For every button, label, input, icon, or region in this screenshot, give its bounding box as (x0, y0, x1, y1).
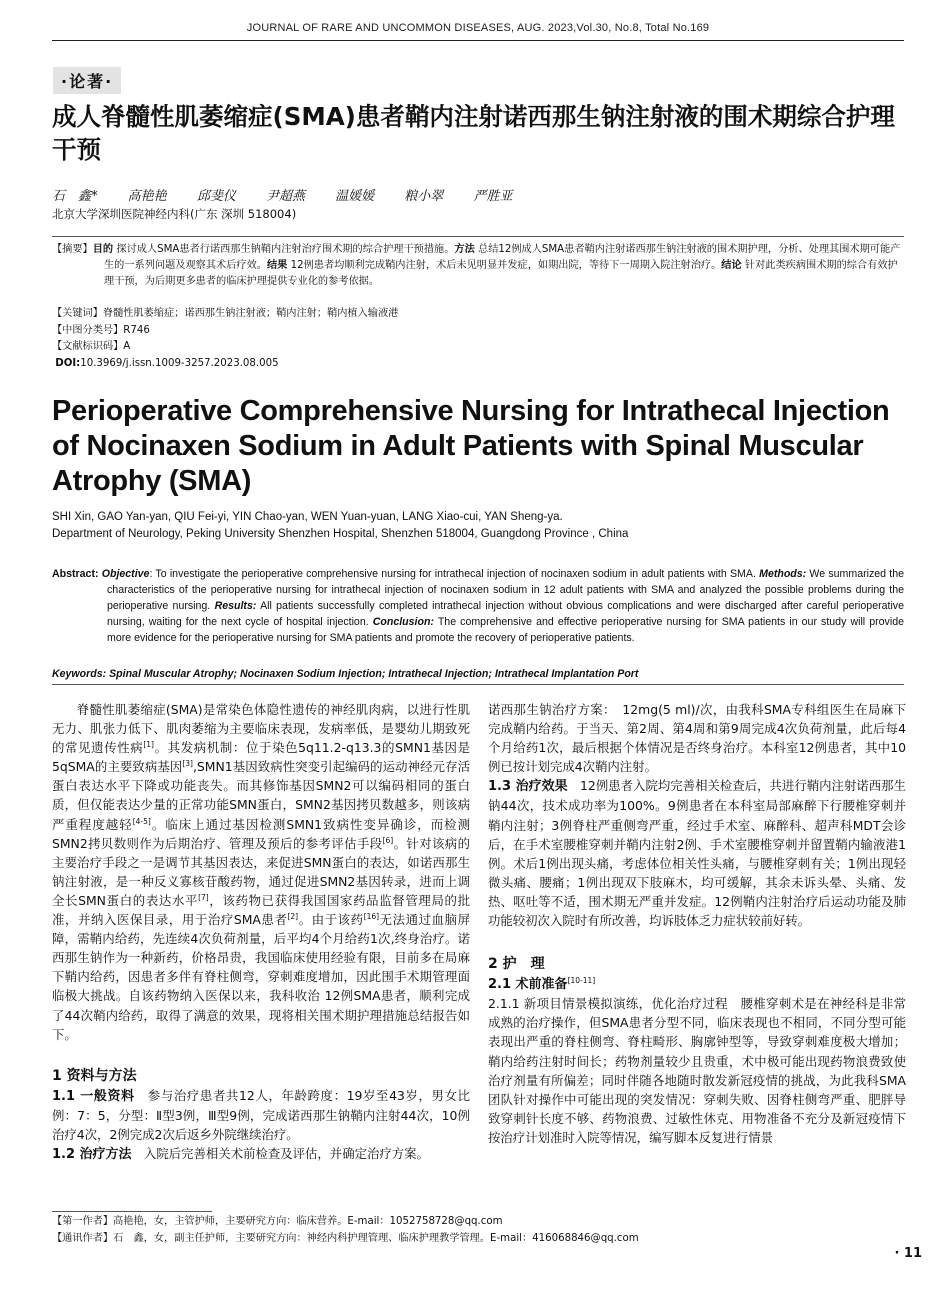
subsection-heading: 1.2 治疗方法 (52, 1146, 132, 1162)
english-affiliation: Department of Neurology, Peking University Shenzhen Hospital, Shenzhen 518004, Guangdong Province , China (52, 528, 629, 540)
clc-number: 【中图分类号】R746 (52, 324, 150, 336)
citation: [10-11] (567, 976, 596, 985)
methods-text: 总结12例成人SMA患者鞘内注射诺西那生钠注射液的围术期护理，分析、处理其围术期可能产生的一系列问题及观察其术后疗效。 (104, 244, 901, 271)
intro-paragraph (52, 700, 470, 1044)
text-run: 2.1.1 新项目情景模拟演练，优化治疗过程 腰椎穿刺术是在神经科是非常成熟的治疗操作，但SMA患者分型不同，临床表现也不相同，不同分型可能表现出严重的脊柱侧弯、脊柱畸形、胸廓钟型等，导致穿刺难度极大增加；鞘内给药注射时间长；药物剂量较少且贵重，术中极可能出现药物浪费致使治疗剂量有所偏差；同时伴随各地随时散发新冠疫情的挑战，为此我科SMA团队针对操作中可能出现的突发情况：穿刺失败、因脊柱侧弯严重、肥胖导致穿刺针长度不够、药物浪费、过敏性休克、用物准备不充分及新冠疫情下按治疗计划准时入院等情况，编写脚本反复进行情景 (488, 996, 906, 1145)
body-column-left (52, 700, 470, 1164)
text-run: ,SMN1基因致病性突变引起编码的运动神经元存活蛋白表达水平下降或功能丧失。而其修饰基因SMN2可以编码相同的蛋白质，但仅能表达少量的正常功能SMN蛋白，SMN2基因拷贝数越多，则该病严重程度越轻 (52, 759, 470, 832)
chinese-abstract (52, 242, 904, 290)
conclusion-label: Conclusion: (372, 616, 434, 628)
document-code: 【文献标识码】A (52, 341, 131, 353)
author-name: 邱斐仪 (196, 189, 236, 204)
page-number: · 11 (894, 1246, 922, 1261)
author-name: 温媛媛 (335, 189, 375, 204)
section-paragraph (488, 700, 906, 776)
subsection-heading: 1.1 一般资料 (52, 1088, 135, 1104)
english-abstract (52, 566, 904, 646)
results-text: All patients successfully completed intrathecal injection without obvious complications and were discharged after careful perioperative nursing, waiting for the next cycle of hospital injection. (107, 600, 904, 628)
methods-text: We summarized the characteristics of the perioperative nursing for intrathecal injection of nocinaxen sodium in 12 adult patients with SMA and analyzed the possible problems during the perioperative nursing. (107, 568, 905, 612)
objective-text: : To investigate the perioperative comprehensive nursing for intrathecal injection of nocinaxen sodium in adult patients with SMA. (149, 568, 760, 580)
author-name: 高艳艳 (127, 189, 167, 204)
conclusion-text: The comprehensive and effective perioperative nursing for SMA patients in our study will provide more evidence for the perioperative nursing for SMA patients and promote the recovery of perioperative patients. (107, 616, 904, 644)
first-author-note: 【第一作者】高艳艳，女，主管护师，主要研究方向：临床营养。E-mail：1052758728@qq.com (52, 1216, 503, 1227)
column-tag: ·论著· (53, 67, 121, 94)
citation: [1] (143, 740, 154, 750)
text-run: 无法通过血脑屏障，需鞘内给药，先连续4次负荷剂量，后平均4个月给药1次,终身治疗。诺西那生钠作为一种新药，价格昂贵，我国临床使用经验有限，目前多在局麻下鞘内给药，因患者多伴有脊柱侧弯，穿刺难度增加，因此围手术期管理面临极大挑战。自该药物纳入医保以来，我科收治 12例SMA患者，顺利完成了44次鞘内给药，取得了满意的效果，现将相关围术期护理措施总结报告如下。 (52, 912, 471, 1042)
section-heading: 1 资料与方法 (52, 1067, 137, 1084)
results-label: Results: (214, 600, 257, 612)
keywords-rule (52, 684, 904, 685)
doi-label: DOI: (55, 357, 81, 369)
keywords-en: Keywords: Spinal Muscular Atrophy; Nocinaxen Sodium Injection; Intrathecal Injection; Intrathecal Implantation Port (52, 668, 639, 680)
methods-label: 方法 (454, 244, 475, 255)
author-name: 严胜亚 (473, 189, 513, 204)
citation: [7] (198, 892, 209, 902)
doi (52, 356, 398, 373)
citation: [3] (182, 759, 193, 769)
chinese-affiliation: 北京大学深圳医院神经内科(广东 深圳 518004) (52, 207, 297, 221)
citation: [16] (363, 911, 380, 921)
text-run: 参与治疗患者共12人，年龄跨度：19岁至43岁，男女比例：7：5，分型：Ⅱ型3例，Ⅲ型9例，完成诺西那生钠鞘内注射44次，10例治疗4次，2例完成2次后返乡外院继续治疗。 (52, 1087, 470, 1142)
citation: [4-5] (132, 816, 151, 826)
doi-value: 10.3969/j.issn.1009-3257.2023.08.005 (80, 357, 279, 369)
english-title: Perioperative Comprehensive Nursing for Intrathecal Injection of Nocinaxen Sodium in Adult Patients with Spinal Muscular Atrophy (SMA) (52, 395, 890, 497)
article-meta (52, 306, 398, 372)
conclusion-text: 针对此类疾病围术期的综合有效护理干预，为后期更多患者的临床护理提供专业化的参考依据。 (104, 260, 898, 287)
results-label: 结果 (267, 260, 288, 271)
text-run: 。临床上通过基因检测SMN1致病性变异确诊，而检测SMN2拷贝数则作为后期治疗、管理及预后的参考评估手段 (52, 816, 470, 851)
body-column-right (488, 700, 906, 1147)
subsection-title-row (488, 974, 906, 994)
keywords-cn: 【关键词】脊髓性肌萎缩症；诺西那生钠注射液；鞘内注射；鞘内植入输液港 (52, 308, 399, 319)
section-paragraph (488, 994, 906, 1147)
abstract-label: Abstract: (52, 568, 102, 580)
text-run: 脊髓性肌萎缩症(SMA)是常染色体隐性遗传的神经肌肉病，以进行性肌无力、肌张力低下、肌肉萎缩为主要临床表现，发病率低，是婴幼儿期致死的常见遗传性病 (52, 702, 470, 756)
text-run: 12例患者入院均完善相关检查后，共进行鞘内注射诺西那生钠44次，技术成功率为100%。9例患者在本科室局部麻醉下行腰椎穿刺并鞘内注射；3例脊柱严重侧弯严重，经过手术室、麻醉科、超声科MDT会诊后，在手术室腰椎穿刺并鞘内注射2例、手术室腰椎穿刺并留置鞘内输液港1例。术后1例出现头痛，考虑体位相关性头痛，与腰椎穿刺有关；1例出现轻微头痛、腰痛；1例出现双下肢麻木，均可缓解，其余未诉头晕、头痛、发热、呕吐等不适，围术期无严重并发症。12例鞘内注射治疗后运动功能及肺功能较初次入院时有所改善，均诉肢体乏力症状较前好转。 (488, 778, 906, 929)
subsection-heading: 2.1 术前准备 (488, 977, 568, 993)
citation: [6] (382, 835, 394, 845)
text-run: ，该药物已获得我国国家药品监督管理局的批准，并纳入医保目录，用于治疗SMA患者 (52, 892, 471, 928)
section-heading: 2 护 理 (488, 956, 545, 973)
objective-label: 目的 (92, 244, 114, 255)
running-header: JOURNAL OF RARE AND UNCOMMON DISEASES, AUG. 2023,Vol.30, No.8, Total No.169 (246, 22, 710, 34)
author-name: 粮小翠 (404, 189, 444, 204)
author-name: 尹超燕 (265, 189, 305, 204)
conclusion-label: 结论 (721, 260, 742, 271)
chinese-authors (52, 185, 538, 204)
text-run: 。其发病机制：位于染色5q11.2-q13.3的SMN1基因是5qSMA的主要致病基因 (52, 740, 470, 775)
methods-label: Methods: (759, 568, 807, 580)
abstract-rule (52, 236, 904, 237)
abstract-label: 【摘要】 (52, 244, 93, 255)
objective-label: Objective (101, 568, 150, 580)
objective-text: 探讨成人SMA患者行诺西那生钠鞘内注射治疗围术期的综合护理干预措施。 (113, 244, 455, 255)
footnotes (52, 1213, 639, 1247)
text-run: 入院后完善相关术前检查及评估，并确定治疗方案。 (131, 1145, 429, 1161)
corresponding-author-note: 【通讯作者】石 鑫，女，副主任护师，主要研究方向：神经内科护理管理、临床护理教学管理。E-mail：416068846@qq.com (52, 1233, 639, 1244)
footnote-rule (52, 1211, 212, 1212)
chinese-title: 成人脊髓性肌萎缩症(SMA)患者鞘内注射诺西那生钠注射液的围术期综合护理干预 (52, 102, 895, 164)
citation: [2] (287, 911, 299, 921)
header-rule (52, 40, 904, 41)
text-run: 。由于该药 (298, 912, 364, 928)
text-run: 。针对该病的主要治疗手段之一是调节其基因表达，来促进SMN蛋白的表达，如诺西那生钠注射液，是一种反义寡核苷酸药物，通过促进SMN2基因转录，进而上调全长SMN蛋白的表达水平 (52, 835, 470, 908)
author-name: 石 鑫* (52, 189, 98, 204)
subsection-heading: 1.3 治疗效果 (488, 779, 568, 795)
results-text: 12例患者均顺利完成鞘内注射，术后未见明显并发症，如期出院，等待下一周期入院注射治疗。 (287, 260, 722, 271)
english-authors: SHI Xin, GAO Yan-yan, QIU Fei-yi, YIN Chao-yan, WEN Yuan-yuan, LANG Xiao-cui, YAN Sheng-ya. (52, 511, 563, 523)
text-run: 诺西那生钠治疗方案： 12mg(5 ml)/次，由我科SMA专科组医生在局麻下完成鞘内给药。于当天、第2周、第4周和第9周完成4次负荷剂量，此后每4个月给药1次，最后根据个体情况是否终身治疗。本科室12例患者，其中10例已按计划完成4次鞘内注射。 (488, 702, 906, 775)
